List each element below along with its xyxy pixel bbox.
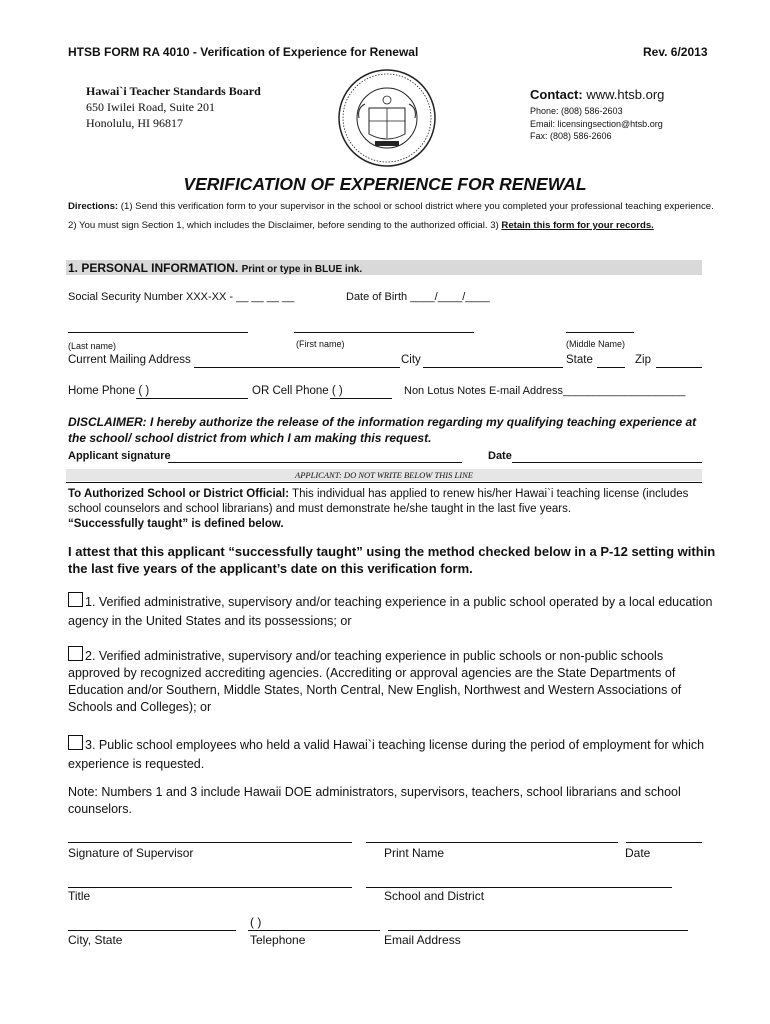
applicant-signature-label: Applicant signature	[68, 450, 171, 462]
section-note: Print or type in BLUE ink.	[241, 264, 363, 275]
state-line[interactable]	[597, 367, 625, 368]
school-line[interactable]	[366, 887, 672, 888]
title-line[interactable]	[68, 887, 352, 888]
state-label: State	[566, 354, 593, 366]
note: Note: Numbers 1 and 3 include Hawaii DOE administrators, supervisors, teachers, school librarians and school counselors.	[68, 785, 681, 816]
official-defined: “Successfully taught” is defined below.	[68, 518, 284, 530]
option-1-text: 1. Verified administrative, supervisory and/or teaching experience in a public school operated by a local education agency in the United States and its possessions; or	[68, 595, 713, 628]
section-heading	[68, 261, 362, 275]
contact-phone: Phone: (808) 586-2603	[530, 106, 623, 116]
page-title: VERIFICATION OF EXPERIENCE FOR RENEWAL	[183, 174, 587, 194]
home-phone-line[interactable]	[136, 398, 248, 399]
print-name-line[interactable]	[366, 842, 618, 843]
contact-label: Contact:	[530, 87, 583, 102]
middle-name-label: (Middle Name)	[566, 339, 626, 349]
org-address-line2: Honolulu, HI 96817	[86, 116, 183, 130]
last-name-line[interactable]	[68, 332, 248, 333]
seal-graphic	[337, 68, 437, 168]
contact-fax: Fax: (808) 586-2606	[530, 131, 612, 141]
option-2-checkbox[interactable]	[68, 646, 83, 661]
official-label: To Authorized School or District Official:	[68, 488, 290, 500]
print-name-label: Print Name	[384, 846, 445, 860]
zip-line[interactable]	[656, 367, 702, 368]
option-3-checkbox[interactable]	[68, 735, 83, 750]
applicant-signature-line[interactable]	[168, 462, 462, 463]
option-2-text: 2. Verified administrative, supervisory and/or teaching experience in public schools or non-public schools approved by recognized accrediting agencies. (Accrediting or approval agencies are the State Departments of Education and/or Southern, Middle States, North Central, New English, Northwest and Western Associations of Schools and Colleges); or	[68, 649, 682, 714]
cell-phone-label: OR Cell Phone ( )	[252, 385, 343, 397]
section-title: 1. PERSONAL INFORMATION.	[68, 261, 239, 275]
option-1-checkbox[interactable]	[68, 592, 83, 607]
email-address-line[interactable]	[388, 930, 688, 931]
option-3-text: 3. Public school employees who held a valid Hawai`i teaching license during the period of employment for which experience is requested.	[68, 738, 705, 771]
directions	[68, 197, 718, 235]
city-state-label: City, State	[68, 933, 123, 947]
revision-date: Rev. 6/2013	[643, 45, 708, 59]
school-label: School and District	[384, 889, 485, 903]
attest-statement: I attest that this applicant “successfully taught” using the method checked below in a P-12 setting within the last five years of the applicant’s date on this verification form.	[68, 544, 716, 576]
divider-line	[66, 482, 702, 483]
supervisor-signature-line[interactable]	[68, 842, 352, 843]
title-label: Title	[68, 889, 91, 903]
directions-retain: Retain this form for your records.	[501, 220, 654, 231]
option-2	[68, 646, 718, 716]
telephone-label: Telephone	[250, 933, 306, 947]
org-address-line1: 650 Iwilei Road, Suite 201	[86, 100, 215, 114]
first-name-line[interactable]	[294, 332, 474, 333]
supervisor-date-line[interactable]	[626, 842, 702, 843]
official-text: This individual has applied to renew his/her Hawai`i teaching license (includes school counselors and school librarians) and must demonstrate he/she taught in the last five years.	[68, 488, 689, 515]
org-name: Hawai`i Teacher Standards Board	[86, 84, 261, 98]
directions-text: (1) Send this verification form to your supervisor in the school or school district where you completed your professional teaching experience. 2) You must sign Section 1, which includes the Disclaimer, before sending to the authorized official. 3)	[68, 201, 714, 231]
contact-line	[530, 87, 664, 102]
disclaimer: DISCLAIMER: I hereby authorize the release of the information regarding my qualifying teaching experience at the school/ school district from which I am making this request.	[68, 415, 697, 445]
dob-field[interactable]: Date of Birth ____/____/____	[346, 291, 490, 303]
form-title: HTSB FORM RA 4010 - Verification of Experience for Renewal	[68, 45, 419, 59]
applicant-date-line[interactable]	[512, 462, 702, 463]
first-name-label: (First name)	[296, 339, 345, 349]
directions-label: Directions:	[68, 201, 119, 212]
ssn-field[interactable]: Social Security Number XXX-XX - __ __ __ __	[68, 291, 295, 303]
middle-name-line[interactable]	[566, 332, 634, 333]
applicant-date-label: Date	[488, 450, 512, 462]
contact-email: Email: licensingsection@htsb.org	[530, 119, 663, 129]
email-field[interactable]: Non Lotus Notes E-mail Address____________________	[404, 385, 686, 397]
supervisor-signature-label: Signature of Supervisor	[68, 846, 194, 860]
cell-phone-line[interactable]	[330, 398, 392, 399]
zip-label: Zip	[635, 354, 651, 366]
contact-website[interactable]: www.htsb.org	[586, 87, 665, 102]
city-state-line[interactable]	[68, 930, 236, 931]
city-label: City	[401, 354, 421, 366]
mailing-label: Current Mailing Address	[68, 354, 191, 366]
state-seal	[337, 68, 437, 168]
option-1	[68, 592, 718, 631]
last-name-label: (Last name)	[68, 341, 117, 351]
official-paragraph	[68, 487, 718, 532]
telephone-line[interactable]	[248, 930, 380, 931]
divider-note: APPLICANT: DO NOT WRITE BELOW THIS LINE	[295, 470, 473, 480]
option-3	[68, 735, 718, 774]
email-address-label: Email Address	[384, 933, 461, 947]
city-line[interactable]	[423, 367, 563, 368]
home-phone-label: Home Phone ( )	[68, 385, 150, 397]
telephone-parens: ( )	[250, 915, 262, 929]
supervisor-date-label: Date	[625, 846, 651, 860]
mailing-line[interactable]	[194, 367, 400, 368]
